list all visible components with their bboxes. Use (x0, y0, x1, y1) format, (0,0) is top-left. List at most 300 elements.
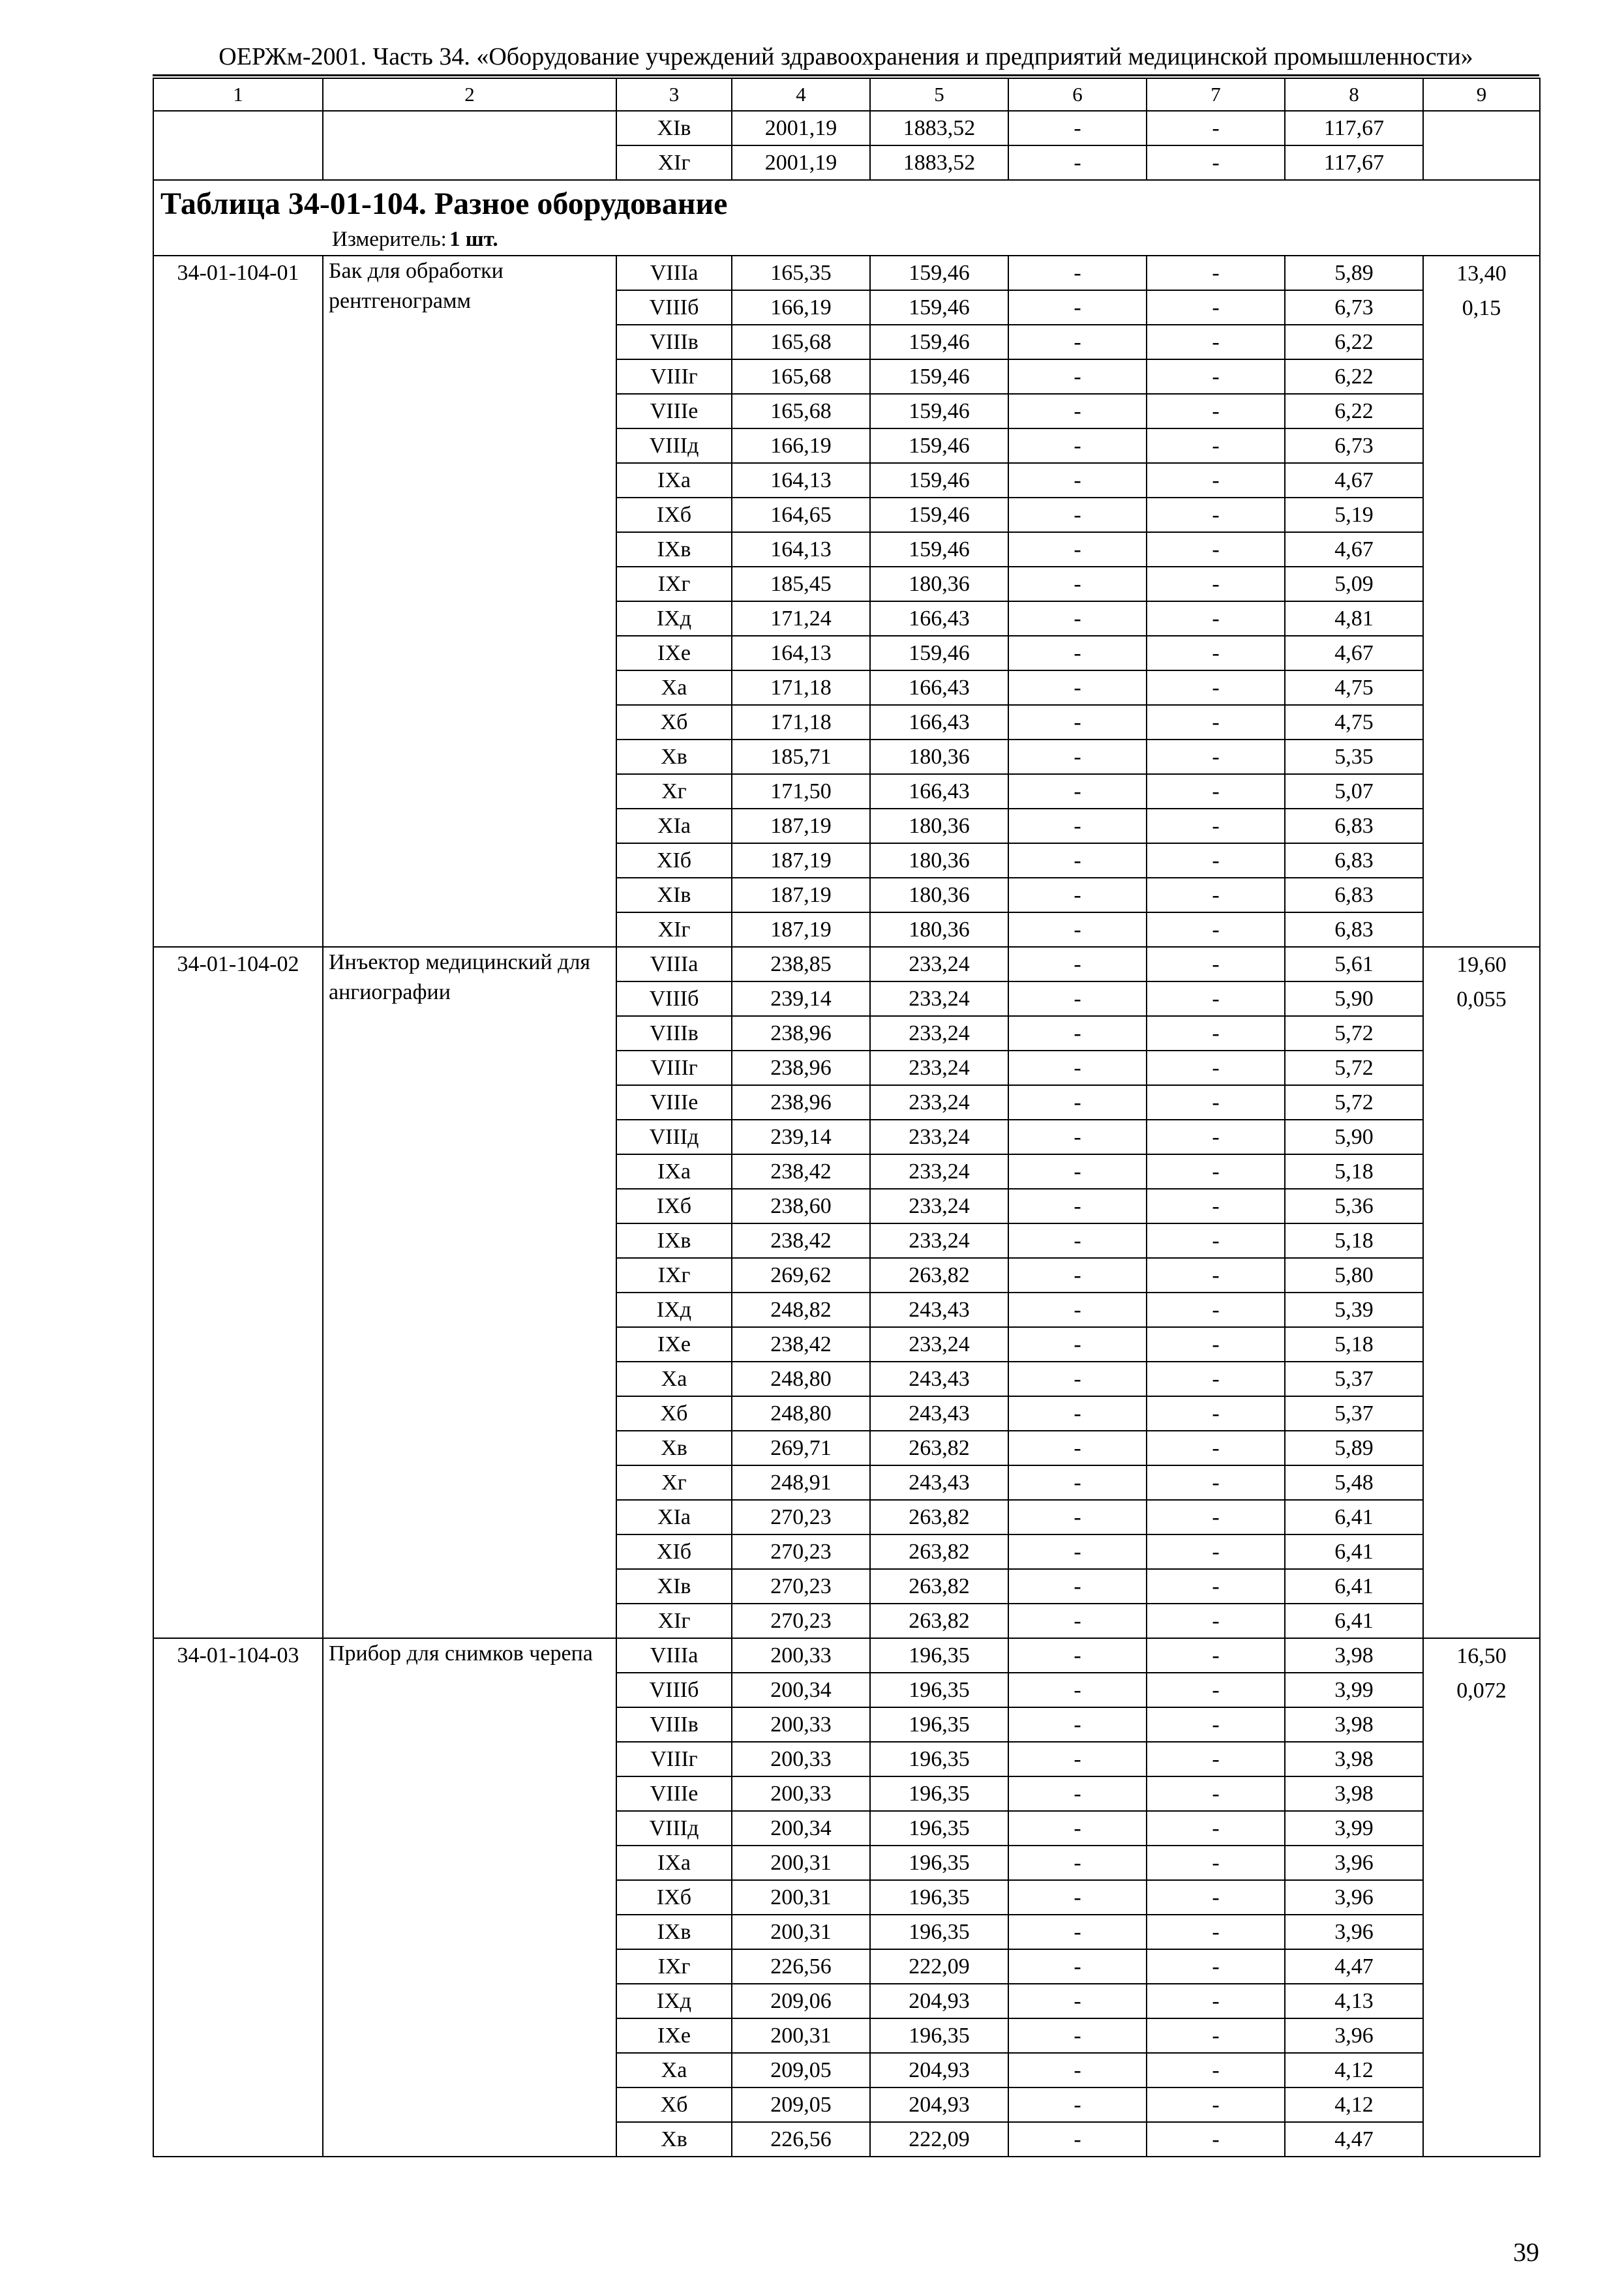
value-cell: - (1147, 1673, 1285, 1707)
zone-cell: VIIIа (616, 256, 732, 290)
value-cell: - (1008, 705, 1147, 740)
value-cell: 5,37 (1285, 1362, 1423, 1396)
value-cell: 171,50 (732, 774, 870, 809)
value-cell: - (1008, 567, 1147, 601)
value-cell: 6,83 (1285, 912, 1423, 947)
value-cell: 5,90 (1285, 1120, 1423, 1154)
value-cell: - (1008, 1742, 1147, 1776)
value-cell: 200,31 (732, 2018, 870, 2053)
page-number: 39 (1513, 2237, 1539, 2267)
value-cell: 166,19 (732, 428, 870, 463)
value-cell: - (1147, 532, 1285, 567)
value-cell: - (1008, 2018, 1147, 2053)
zone-cell: Xа (616, 1362, 732, 1396)
value-cell: 238,96 (732, 1051, 870, 1085)
value-cell: - (1008, 1880, 1147, 1915)
value-cell: 243,43 (870, 1396, 1008, 1431)
zone-cell: VIIIб (616, 1673, 732, 1707)
value-cell: 171,24 (732, 601, 870, 636)
value-cell: - (1147, 1949, 1285, 1984)
value-cell: 3,98 (1285, 1742, 1423, 1776)
value-cell: 171,18 (732, 705, 870, 740)
value-cell: 248,80 (732, 1396, 870, 1431)
value-cell: 159,46 (870, 359, 1008, 394)
value-cell: 226,56 (732, 2122, 870, 2157)
value-cell: 226,56 (732, 1949, 870, 1984)
value-cell: 248,91 (732, 1465, 870, 1500)
header-rule (153, 74, 1539, 76)
value-cell: - (1147, 1880, 1285, 1915)
value-cell: - (1147, 1223, 1285, 1258)
table-title: Таблица 34-01-104. Разное оборудование (160, 187, 728, 221)
value-cell: 196,35 (870, 1880, 1008, 1915)
item-code: 34-01-104-03 (153, 1638, 323, 2157)
value-cell: - (1008, 912, 1147, 947)
value-cell: 3,99 (1285, 1673, 1423, 1707)
value-cell: 171,18 (732, 670, 870, 705)
value-cell: 165,68 (732, 325, 870, 359)
value-cell: 6,22 (1285, 394, 1423, 428)
table-row (153, 947, 1540, 981)
value-cell: 200,33 (732, 1638, 870, 1673)
value-cell: - (1147, 1776, 1285, 1811)
zone-cell: VIIIв (616, 1707, 732, 1742)
value-cell: 222,09 (870, 1949, 1008, 1984)
value-cell: 269,71 (732, 1431, 870, 1465)
value-cell: 263,82 (870, 1431, 1008, 1465)
item-extra-value: 16,50 (1456, 1644, 1507, 1668)
value-cell: - (1008, 740, 1147, 774)
value-cell: - (1008, 1189, 1147, 1223)
value-cell: - (1147, 947, 1285, 981)
value-cell: - (1147, 2053, 1285, 2087)
value-cell: - (1008, 1431, 1147, 1465)
value-cell: 270,23 (732, 1604, 870, 1638)
value-cell: 248,80 (732, 1362, 870, 1396)
value-cell: 5,89 (1285, 1431, 1423, 1465)
value-cell: 3,96 (1285, 1915, 1423, 1949)
value-cell: 165,68 (732, 394, 870, 428)
value-cell: 159,46 (870, 532, 1008, 567)
value-cell: 239,14 (732, 981, 870, 1016)
value-cell: 270,23 (732, 1534, 870, 1569)
zone-cell: VIIIе (616, 1776, 732, 1811)
value-cell: 5,39 (1285, 1293, 1423, 1327)
value-cell: - (1147, 740, 1285, 774)
value-cell: 4,67 (1285, 532, 1423, 567)
value-cell: 196,35 (870, 1707, 1008, 1742)
page-header: ОЕРЖм-2001. Часть 34. «Оборудование учреждений здравоохранения и предприятий медицинской промышленности» (218, 43, 1473, 70)
item-name: Прибор для снимков черепа (323, 1638, 616, 2157)
value-cell: 117,67 (1285, 111, 1423, 145)
value-cell: - (1008, 670, 1147, 705)
value-cell: - (1008, 774, 1147, 809)
value-cell: - (1147, 1915, 1285, 1949)
value-cell: 4,13 (1285, 1984, 1423, 2018)
rates-table (153, 78, 1541, 2157)
value-cell: 164,13 (732, 532, 870, 567)
value-cell: - (1008, 809, 1147, 843)
value-cell: - (1008, 601, 1147, 636)
value-cell: 269,62 (732, 1258, 870, 1293)
value-cell: 222,09 (870, 2122, 1008, 2157)
value-cell: 1883,52 (870, 111, 1008, 145)
value-cell: 164,65 (732, 498, 870, 532)
value-cell: 180,36 (870, 843, 1008, 878)
value-cell: - (1147, 1984, 1285, 2018)
carry-over-extra-cell (1423, 111, 1540, 180)
value-cell: 233,24 (870, 1016, 1008, 1051)
value-cell: 187,19 (732, 878, 870, 912)
zone-cell: VIIIг (616, 359, 732, 394)
zone-cell: VIIIб (616, 290, 732, 325)
value-cell: - (1008, 2053, 1147, 2087)
zone-cell: Xб (616, 2087, 732, 2122)
zone-cell: IXе (616, 2018, 732, 2053)
value-cell: - (1147, 567, 1285, 601)
value-cell: 196,35 (870, 1846, 1008, 1880)
zone-cell: XIа (616, 809, 732, 843)
value-cell: - (1147, 705, 1285, 740)
value-cell: - (1147, 1431, 1285, 1465)
zone-cell: Xг (616, 774, 732, 809)
zone-cell: IXе (616, 1327, 732, 1362)
value-cell: - (1147, 359, 1285, 394)
value-cell: 166,43 (870, 774, 1008, 809)
value-cell: - (1008, 1362, 1147, 1396)
value-cell: 233,24 (870, 1085, 1008, 1120)
zone-cell: IXг (616, 1258, 732, 1293)
zone-cell: XIв (616, 111, 732, 145)
value-cell: 159,46 (870, 636, 1008, 670)
value-cell: - (1147, 1500, 1285, 1534)
value-cell: 3,96 (1285, 1846, 1423, 1880)
value-cell: - (1147, 1327, 1285, 1362)
value-cell: - (1147, 1811, 1285, 1846)
value-cell: 180,36 (870, 809, 1008, 843)
value-cell: - (1147, 1293, 1285, 1327)
value-cell: 159,46 (870, 325, 1008, 359)
value-cell: - (1008, 2122, 1147, 2157)
value-cell: 209,05 (732, 2053, 870, 2087)
value-cell: - (1008, 981, 1147, 1016)
value-cell: 270,23 (732, 1569, 870, 1604)
value-cell: 263,82 (870, 1258, 1008, 1293)
zone-cell: Xа (616, 2053, 732, 2087)
value-cell: 6,73 (1285, 290, 1423, 325)
zone-cell: IXа (616, 1846, 732, 1880)
value-cell: 200,33 (732, 1707, 870, 1742)
value-cell: - (1147, 1846, 1285, 1880)
zone-cell: Xб (616, 1396, 732, 1431)
column-number: 4 (732, 78, 870, 111)
value-cell: - (1008, 636, 1147, 670)
value-cell: 5,18 (1285, 1327, 1423, 1362)
value-cell: 196,35 (870, 1915, 1008, 1949)
zone-cell: IXг (616, 1949, 732, 1984)
zone-cell: XIг (616, 1604, 732, 1638)
value-cell: - (1147, 111, 1285, 145)
zone-cell: XIг (616, 912, 732, 947)
carry-over-row (153, 111, 1540, 145)
value-cell: - (1008, 145, 1147, 180)
value-cell: 196,35 (870, 1742, 1008, 1776)
value-cell: - (1008, 325, 1147, 359)
value-cell: 5,80 (1285, 1258, 1423, 1293)
value-cell: 6,22 (1285, 325, 1423, 359)
value-cell: - (1008, 1776, 1147, 1811)
column-number: 5 (870, 78, 1008, 111)
value-cell: 196,35 (870, 1776, 1008, 1811)
value-cell: 238,85 (732, 947, 870, 981)
value-cell: 187,19 (732, 912, 870, 947)
value-cell: 5,72 (1285, 1085, 1423, 1120)
value-cell: - (1008, 498, 1147, 532)
value-cell: 5,37 (1285, 1396, 1423, 1431)
zone-cell: VIIIб (616, 981, 732, 1016)
value-cell: 4,81 (1285, 601, 1423, 636)
value-cell: 204,93 (870, 2087, 1008, 2122)
value-cell: - (1008, 532, 1147, 567)
zone-cell: IXб (616, 498, 732, 532)
value-cell: 204,93 (870, 2053, 1008, 2087)
value-cell: 233,24 (870, 1120, 1008, 1154)
value-cell: - (1008, 1846, 1147, 1880)
value-cell: 180,36 (870, 878, 1008, 912)
value-cell: 233,24 (870, 1327, 1008, 1362)
value-cell: 200,31 (732, 1880, 870, 1915)
table-heading-cell (153, 180, 1540, 256)
value-cell: - (1008, 359, 1147, 394)
table-row (153, 1638, 1540, 1673)
zone-cell: XIб (616, 1534, 732, 1569)
value-cell: - (1008, 1949, 1147, 1984)
value-cell: 159,46 (870, 394, 1008, 428)
item-code: 34-01-104-01 (153, 256, 323, 947)
value-cell: 5,48 (1285, 1465, 1423, 1500)
value-cell: 5,89 (1285, 256, 1423, 290)
value-cell: 243,43 (870, 1362, 1008, 1396)
zone-cell: VIIIд (616, 1120, 732, 1154)
value-cell: - (1008, 878, 1147, 912)
value-cell: 238,42 (732, 1154, 870, 1189)
unit-value: 1 шт. (449, 228, 498, 251)
value-cell: 5,09 (1285, 567, 1423, 601)
value-cell: 6,22 (1285, 359, 1423, 394)
value-cell: - (1147, 636, 1285, 670)
zone-cell: XIб (616, 843, 732, 878)
value-cell: 6,83 (1285, 843, 1423, 878)
value-cell: 6,41 (1285, 1569, 1423, 1604)
value-cell: - (1008, 1811, 1147, 1846)
value-cell: 185,71 (732, 740, 870, 774)
value-cell: 196,35 (870, 1673, 1008, 1707)
zone-cell: Xа (616, 670, 732, 705)
zone-cell: IXа (616, 1154, 732, 1189)
value-cell: - (1147, 498, 1285, 532)
value-cell: 4,47 (1285, 1949, 1423, 1984)
zone-cell: Xв (616, 2122, 732, 2157)
value-cell: 159,46 (870, 498, 1008, 532)
column-number: 8 (1285, 78, 1423, 111)
value-cell: 2001,19 (732, 111, 870, 145)
column-number-row (153, 78, 1540, 111)
item-extra-cell (1423, 1638, 1540, 2157)
item-extra-cell (1423, 256, 1540, 947)
value-cell: - (1147, 1465, 1285, 1500)
value-cell: 180,36 (870, 740, 1008, 774)
item-extra-value: 0,072 (1456, 1679, 1507, 1703)
zone-cell: Xв (616, 1431, 732, 1465)
value-cell: 238,42 (732, 1223, 870, 1258)
value-cell: 5,18 (1285, 1154, 1423, 1189)
value-cell: 6,41 (1285, 1604, 1423, 1638)
value-cell: 5,90 (1285, 981, 1423, 1016)
value-cell: 5,18 (1285, 1223, 1423, 1258)
value-cell: 6,83 (1285, 878, 1423, 912)
value-cell: - (1008, 1016, 1147, 1051)
value-cell: 3,99 (1285, 1811, 1423, 1846)
value-cell: - (1147, 1707, 1285, 1742)
item-extra-value: 19,60 (1456, 953, 1507, 977)
value-cell: - (1008, 1085, 1147, 1120)
zone-cell: VIIIд (616, 428, 732, 463)
value-cell: - (1008, 1154, 1147, 1189)
value-cell: - (1147, 878, 1285, 912)
value-cell: - (1147, 981, 1285, 1016)
zone-cell: VIIIг (616, 1742, 732, 1776)
value-cell: 209,05 (732, 2087, 870, 2122)
value-cell: - (1008, 1984, 1147, 2018)
value-cell: - (1008, 394, 1147, 428)
value-cell: 200,33 (732, 1776, 870, 1811)
value-cell: - (1008, 2087, 1147, 2122)
value-cell: 200,31 (732, 1846, 870, 1880)
value-cell: 3,96 (1285, 2018, 1423, 2053)
value-cell: 5,72 (1285, 1016, 1423, 1051)
value-cell: 196,35 (870, 1811, 1008, 1846)
zone-cell: IXб (616, 1189, 732, 1223)
value-cell: 180,36 (870, 912, 1008, 947)
value-cell: 196,35 (870, 1638, 1008, 1673)
value-cell: 4,12 (1285, 2087, 1423, 2122)
value-cell: 187,19 (732, 809, 870, 843)
value-cell: - (1147, 912, 1285, 947)
value-cell: 164,13 (732, 636, 870, 670)
value-cell: - (1147, 1085, 1285, 1120)
value-cell: 239,14 (732, 1120, 870, 1154)
value-cell: - (1008, 1707, 1147, 1742)
value-cell: - (1008, 1465, 1147, 1500)
value-cell: 4,67 (1285, 636, 1423, 670)
column-number: 2 (323, 78, 616, 111)
value-cell: - (1147, 601, 1285, 636)
value-cell: - (1008, 463, 1147, 498)
value-cell: 233,24 (870, 981, 1008, 1016)
zone-cell: IXв (616, 1915, 732, 1949)
value-cell: - (1008, 1327, 1147, 1362)
unit-label: Измеритель: (332, 228, 447, 251)
value-cell: 248,82 (732, 1293, 870, 1327)
value-cell: 238,42 (732, 1327, 870, 1362)
value-cell: - (1147, 1396, 1285, 1431)
value-cell: - (1008, 1120, 1147, 1154)
value-cell: - (1008, 1604, 1147, 1638)
value-cell: 165,35 (732, 256, 870, 290)
value-cell: 243,43 (870, 1293, 1008, 1327)
value-cell: 4,75 (1285, 670, 1423, 705)
zone-cell: Xб (616, 705, 732, 740)
value-cell: 159,46 (870, 256, 1008, 290)
value-cell: - (1147, 428, 1285, 463)
zone-cell: IXб (616, 1880, 732, 1915)
value-cell: 117,67 (1285, 145, 1423, 180)
value-cell: 263,82 (870, 1500, 1008, 1534)
value-cell: - (1147, 1120, 1285, 1154)
value-cell: - (1147, 1016, 1285, 1051)
value-cell: - (1147, 1154, 1285, 1189)
value-cell: 233,24 (870, 1051, 1008, 1085)
value-cell: 238,60 (732, 1189, 870, 1223)
value-cell: - (1147, 2087, 1285, 2122)
value-cell: 6,73 (1285, 428, 1423, 463)
value-cell: 5,35 (1285, 740, 1423, 774)
value-cell: 180,36 (870, 567, 1008, 601)
zone-cell: XIв (616, 878, 732, 912)
value-cell: 233,24 (870, 1189, 1008, 1223)
value-cell: 263,82 (870, 1604, 1008, 1638)
value-cell: - (1008, 428, 1147, 463)
zone-cell: IXа (616, 463, 732, 498)
value-cell: - (1147, 325, 1285, 359)
value-cell: - (1008, 947, 1147, 981)
value-cell: 166,19 (732, 290, 870, 325)
value-cell: - (1147, 843, 1285, 878)
zone-cell: XIг (616, 145, 732, 180)
value-cell: - (1147, 809, 1285, 843)
value-cell: 209,06 (732, 1984, 870, 2018)
zone-cell: VIIIе (616, 1085, 732, 1120)
value-cell: - (1008, 1569, 1147, 1604)
value-cell: - (1147, 256, 1285, 290)
value-cell: 6,41 (1285, 1534, 1423, 1569)
value-cell: - (1147, 1258, 1285, 1293)
value-cell: - (1008, 1500, 1147, 1534)
value-cell: - (1147, 145, 1285, 180)
value-cell: 238,96 (732, 1085, 870, 1120)
zone-cell: VIIIа (616, 1638, 732, 1673)
value-cell: 166,43 (870, 705, 1008, 740)
item-name: Бак для обработки рентгенограмм (323, 256, 616, 947)
value-cell: - (1147, 2122, 1285, 2157)
value-cell: 3,98 (1285, 1707, 1423, 1742)
value-cell: 166,43 (870, 601, 1008, 636)
value-cell: - (1008, 1223, 1147, 1258)
column-number: 1 (153, 78, 323, 111)
item-extra-value: 13,40 (1456, 262, 1507, 286)
value-cell: 270,23 (732, 1500, 870, 1534)
value-cell: - (1008, 1293, 1147, 1327)
value-cell: 165,68 (732, 359, 870, 394)
value-cell: 238,96 (732, 1016, 870, 1051)
value-cell: - (1147, 1569, 1285, 1604)
value-cell: 5,61 (1285, 947, 1423, 981)
value-cell: 185,45 (732, 567, 870, 601)
value-cell: - (1008, 843, 1147, 878)
item-name: Инъектор медицинский для ангиографии (323, 947, 616, 1638)
value-cell: 6,41 (1285, 1500, 1423, 1534)
item-extra-value: 0,055 (1456, 987, 1507, 1011)
